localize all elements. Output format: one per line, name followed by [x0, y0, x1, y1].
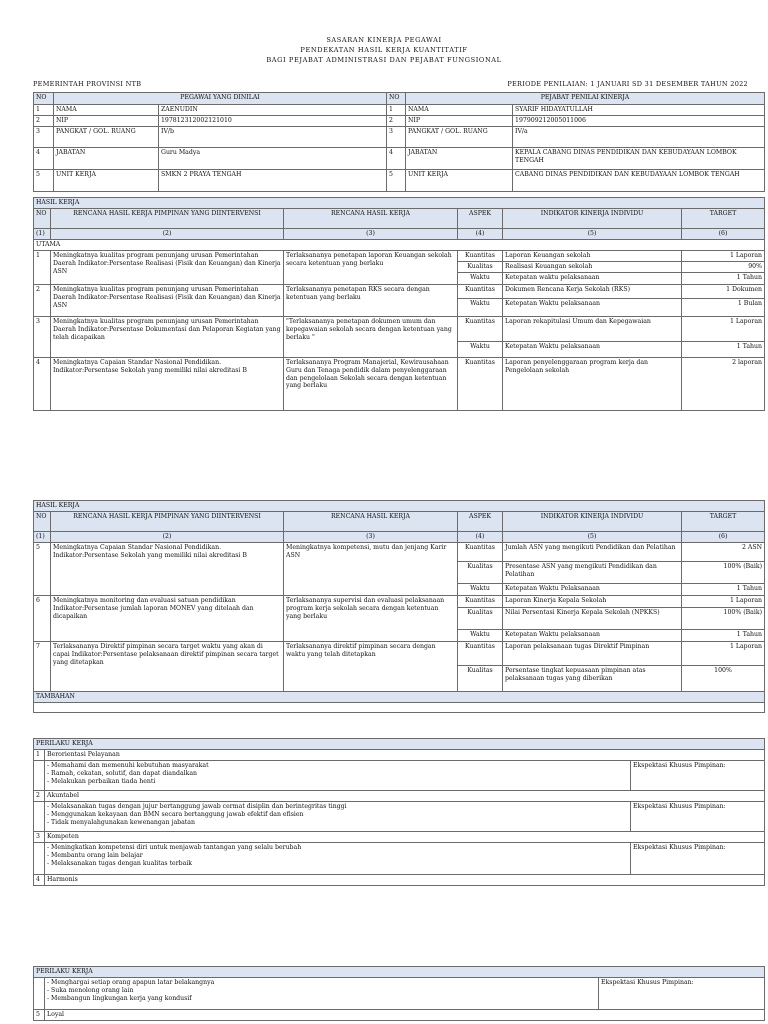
indicator: Persentase tingkat kepuasaan pimpinan atas pelaksanaan tugas yang diberikan: [503, 666, 682, 692]
behavior-items: [45, 978, 599, 1010]
employee-work-unit: SMKN 2 PRAYA TENGAH: [159, 170, 387, 192]
behavior-detail-spacer: [34, 802, 45, 832]
evaluator-header: PEJABAT PENILAI KINERJA: [406, 93, 765, 105]
behavior-group-row: [34, 832, 765, 843]
row-label: PANGKAT / GOL. RUANG: [54, 127, 159, 148]
behavior-item: - Melaksanakan tugas dengan kualitas terbaik: [47, 859, 193, 867]
table-row: [34, 317, 765, 342]
indicator: Laporan pelaksanaan tugas Direktif Pimpinan: [503, 642, 682, 666]
identity-row: [34, 116, 765, 127]
assessment-period: PERIODE PENILAIAN: 1 JANUARI SD 31 DESEMBER TAHUN 2022: [507, 80, 748, 88]
behavior-detail-row: [34, 802, 765, 832]
item-no: 3: [34, 317, 51, 358]
row-label: UNIT KERJA: [54, 170, 159, 192]
behavior-group-row: [34, 750, 765, 761]
leader-plan-text: Meningkatnya kualitas program penunjang urusan Pemerintahan Daerah Indikator:Persentase Dokumentasi dan Pelaporan Kegiatan yang telah dicapaikan: [51, 317, 284, 358]
spacer-row: [34, 703, 765, 713]
leader-plan-text: Meningkatnya kualitas program penunjang urusan Pemerintahan Daerah Indikator:Persentase Realisasi (Fisik dan Keuangan) dan Kinerja ASN: [51, 285, 284, 317]
behavior-item: - Tidak menyalahgunakan kewenangan jabatan: [47, 818, 195, 826]
behavior-items: [45, 843, 631, 875]
work-plan-text: Terlaksananya supervisi dan evaluasi pelaksanaan program kerja sekolah secara dengan ketentuan yang berlaku: [284, 596, 458, 642]
work-plan-text: Terlaksananya penetapan RKS secara dengan ketentuan yang berlaku: [284, 285, 458, 317]
employee-nip: 197812312002121010: [159, 116, 387, 127]
leader-plan-text: Meningkatnya Capaian Standar Nasional Pendidikan. Indikator:Persentase Sekolah yang memiliki nilai akreditasi B: [51, 543, 284, 596]
column-number-row: [34, 229, 765, 240]
col-work-plan: RENCANA HASIL KERJA: [284, 512, 458, 532]
aspect: Waktu: [458, 584, 503, 596]
evaluator-work-unit: CABANG DINAS PENDIDIKAN DAN KEBUDAYAAN LOMBOK TENGAH: [513, 170, 765, 192]
item-no: 7: [34, 642, 51, 692]
target: 1 Laporan: [682, 317, 765, 342]
col-number: (1): [34, 229, 51, 240]
evaluator-rank: IV/a: [513, 127, 765, 148]
behavior-no: 3: [34, 832, 45, 843]
row-label: JABATAN: [406, 148, 513, 170]
evaluated-employee-header: PEGAWAI YANG DINILAI: [54, 93, 387, 105]
behavior-group-row: [34, 791, 765, 802]
behavior-no: 4: [34, 875, 45, 886]
target: 100% (Baik): [682, 562, 765, 584]
title-line-1: SASARAN KINERJA PEGAWAI: [326, 36, 442, 44]
identity-table: [33, 92, 765, 192]
target: 1 Laporan: [682, 596, 765, 608]
target: 1 Tahun: [682, 630, 765, 642]
title-line-3: BAGI PEJABAT ADMINISTRASI DAN PEJABAT FUNGSIONAL: [266, 56, 502, 65]
target: 1 Laporan: [682, 642, 765, 666]
identity-row: [34, 105, 765, 116]
identity-row: [34, 148, 765, 170]
indicator: Jumlah ASN yang mengikuti Pendidikan dan Pelatihan: [503, 543, 682, 562]
aspect: Kuantitas: [458, 543, 503, 562]
aspect: Kualitas: [458, 262, 503, 273]
behavior-name: Akuntabel: [45, 791, 765, 802]
col-number: (3): [284, 229, 458, 240]
indicator: Ketepatan Waktu pelaksanaan: [503, 630, 682, 642]
behavior-item: - Ramah, cekatan, solutif, dan dapat diandalkan: [47, 769, 198, 777]
behavior-item: - Suka menolong orang lain: [47, 986, 134, 994]
behavior-item: - Membangun lingkungan kerja yang kondusif: [47, 994, 192, 1002]
behavior-items: [45, 761, 631, 791]
work-results-table-page-1: [33, 197, 765, 411]
table-row: [34, 251, 765, 262]
target: 1 Bulan: [682, 299, 765, 317]
col-number: (4): [458, 532, 503, 543]
target: 1 Tahun: [682, 273, 765, 285]
aspect: Kuantitas: [458, 317, 503, 342]
row-no: 3: [387, 127, 406, 148]
leader-expectation: Ekspektasi Khusus Pimpinan:: [631, 761, 765, 791]
col-target: TARGET: [682, 512, 765, 532]
identity-col-no: NO: [34, 93, 54, 105]
aspect: Waktu: [458, 299, 503, 317]
behavior-item: - Menghargai setiap orang apapun latar belakangnya: [47, 979, 215, 986]
aspect: Kuantitas: [458, 251, 503, 262]
item-no: 6: [34, 596, 51, 642]
item-no: 1: [34, 251, 51, 285]
work-behavior-table-page-3: [33, 966, 765, 1021]
table-row: [34, 285, 765, 299]
behavior-no: 2: [34, 791, 45, 802]
indicator: Ketepatan Waktu pelaksanaan: [503, 342, 682, 358]
row-no: 5: [387, 170, 406, 192]
aspect: Kualitas: [458, 666, 503, 692]
leader-plan-text: Meningkatnya kualitas program penunjang urusan Pemerintahan Daerah Indikator:Persentase Realisasi (Fisik dan Keuangan) dan Kinerja ASN: [51, 251, 284, 285]
target: 1 Laporan: [682, 251, 765, 262]
indicator: Ketepatan Waktu Pelaksanaan: [503, 584, 682, 596]
row-no: 2: [387, 116, 406, 127]
employee-name: ZAENUDIN: [159, 105, 387, 116]
indicator: Ketepatan waktu pelaksanaan: [503, 273, 682, 285]
behavior-items: [45, 802, 631, 832]
leader-expectation: Ekspektasi Khusus Pimpinan:: [631, 843, 765, 875]
col-no: NO: [34, 209, 51, 229]
col-aspect: ASPEK: [458, 209, 503, 229]
behavior-detail-spacer: [34, 978, 45, 1010]
identity-row: [34, 127, 765, 148]
aspect: Kuantitas: [458, 285, 503, 299]
leader-plan-text: Terlaksananya Direktif pimpinan secara target waktu yang akan di capai Indikator:Persentase pelaksanaan direktif pimpinan secara target yang ditetapkan: [51, 642, 284, 692]
work-plan-text: Terlaksananya penetapan laporan Keuangan sekolah secara ketentuan yang berlaku: [284, 251, 458, 285]
col-work-plan: RENCANA HASIL KERJA: [284, 209, 458, 229]
identity-col-no-right: NO: [387, 93, 406, 105]
behavior-item: - Melaksanakan tugas dengan jujur bertanggung jawab cermat disiplin dan berintegritas tinggi: [47, 803, 347, 810]
col-leader-plan: RENCANA HASIL KERJA PIMPINAN YANG DIINTERVENSI: [51, 512, 284, 532]
work-results-table-page-2: [33, 500, 765, 713]
behavior-name: Loyal: [45, 1010, 765, 1021]
col-number: (2): [51, 532, 284, 543]
behavior-detail-spacer: [34, 761, 45, 791]
indicator: Ketepatan Waktu pelaksanaan: [503, 299, 682, 317]
col-indicator: INDIKATOR KINERJA INDIVIDU: [503, 209, 682, 229]
indicator: Laporan Kinerja Kepala Sekolah: [503, 596, 682, 608]
col-aspect: ASPEK: [458, 512, 503, 532]
table-row: [34, 596, 765, 608]
work-behavior-section-title: PERILAKU KERJA: [34, 967, 765, 978]
row-label: NIP: [54, 116, 159, 127]
table-row: [34, 642, 765, 666]
row-no: 3: [34, 127, 54, 148]
work-plan-text: Terlaksananya Program Manajerial, Kewirausahaan Guru dan Tenaga pendidik dalam penyelenggaraan dan pengelolaan Sekolah secara dengan ketentuan yang berlaku: [284, 358, 458, 411]
work-plan-text: "Terlaksananya penetapan dokumen umum dan kepegawaian sekolah secara dengan ketentuan yang berlaku ": [284, 317, 458, 358]
col-leader-plan: RENCANA HASIL KERJA PIMPINAN YANG DIINTERVENSI: [51, 209, 284, 229]
behavior-item: - Menggunakan kekayaan dan BMN secara bertanggung jawab efektif dan efisien: [47, 810, 304, 818]
leader-plan-text: Meningkatnya Capaian Standar Nasional Pendidikan. Indikator:Persentase Sekolah yang memiliki nilai akreditasi B: [51, 358, 284, 411]
behavior-item: - Memahami dan memenuhi kebutuhan masyarakat: [47, 762, 209, 769]
target: 100%: [682, 666, 765, 692]
aspect: Waktu: [458, 630, 503, 642]
employee-rank: IV/b: [159, 127, 387, 148]
behavior-detail-row: [34, 761, 765, 791]
target: 100% (Baik): [682, 608, 765, 630]
behavior-name: Kompeten: [45, 832, 765, 843]
col-number: (6): [682, 229, 765, 240]
row-no: 2: [34, 116, 54, 127]
behavior-group-row: [34, 1010, 765, 1021]
row-no: 4: [387, 148, 406, 170]
row-no: 4: [34, 148, 54, 170]
aspect: Kualitas: [458, 562, 503, 584]
target: 1 Dokumen: [682, 285, 765, 299]
work-behavior-section-title: PERILAKU KERJA: [34, 739, 765, 750]
identity-row: [34, 170, 765, 192]
indicator: Laporan penyelenggaraan program kerja dan Pengelolaan sekolah: [503, 358, 682, 411]
row-label: UNIT KERJA: [406, 170, 513, 192]
aspect: Waktu: [458, 342, 503, 358]
behavior-item: - Meningkatkan kompetensi diri untuk menjawab tantangan yang selalu berubah: [47, 844, 302, 851]
row-no: 5: [34, 170, 54, 192]
row-label: JABATAN: [54, 148, 159, 170]
target: 1 Tahun: [682, 342, 765, 358]
work-plan-text: Meningkatnya kompetensi, mutu dan jenjang Karir ASN: [284, 543, 458, 596]
col-number: (3): [284, 532, 458, 543]
column-number-row: [34, 532, 765, 543]
table-row: [34, 543, 765, 562]
row-label: PANGKAT / GOL. RUANG: [406, 127, 513, 148]
aspect: Kualitas: [458, 608, 503, 630]
behavior-name: Harmonis: [45, 875, 765, 886]
employee-position: Guru Madya: [159, 148, 387, 170]
title-line-2: PENDEKATAN HASIL KERJA KUANTITATIF: [300, 46, 468, 55]
leader-expectation: Ekspektasi Khusus Pimpinan:: [599, 978, 765, 1010]
col-number: (5): [503, 532, 682, 543]
indicator: Dokumen Rencana Kerja Sekolah (RKS): [503, 285, 682, 299]
indicator: Realisasi Keuangan sekolah: [503, 262, 682, 273]
organization-name: PEMERINTAH PROVINSI NTB: [33, 80, 142, 88]
work-results-header-row: [34, 209, 765, 229]
aspect: Kuantitas: [458, 642, 503, 666]
additional-section-label: TAMBAHAN: [34, 692, 765, 703]
evaluator-name: SYARIF HIDAYATULLAH: [513, 105, 765, 116]
behavior-item: - Membantu orang lain belajar: [47, 851, 143, 859]
aspect: Waktu: [458, 273, 503, 285]
behavior-detail-row: [34, 843, 765, 875]
item-no: 4: [34, 358, 51, 411]
indicator: Presentase ASN yang mengikuti Pendidikan dan Pelatihan: [503, 562, 682, 584]
evaluator-position: KEPALA CABANG DINAS PENDIDIKAN DAN KEBUDAYAAN LOMBOK TENGAH: [513, 148, 765, 170]
item-no: 2: [34, 285, 51, 317]
evaluator-nip: 197909212005011006: [513, 116, 765, 127]
aspect: Kuantitas: [458, 358, 503, 411]
behavior-group-row: [34, 875, 765, 886]
work-results-section-title: HASIL KERJA: [34, 501, 765, 512]
main-category-label: UTAMA: [34, 240, 765, 251]
work-plan-text: Terlaksananya direktif pimpinan secara dengan waktu yang telah ditetapkan: [284, 642, 458, 692]
behavior-name: Berorientasi Pelayanan: [45, 750, 765, 761]
col-number: (2): [51, 229, 284, 240]
target: 2 ASN: [682, 543, 765, 562]
table-row: [34, 358, 765, 411]
row-no: 1: [387, 105, 406, 116]
target: 90%: [682, 262, 765, 273]
row-no: 1: [34, 105, 54, 116]
work-behavior-table: [33, 738, 765, 886]
col-number: (6): [682, 532, 765, 543]
row-label: NAMA: [54, 105, 159, 116]
identity-header-row: [34, 93, 765, 105]
target: 1 Tahun: [682, 584, 765, 596]
target: 2 laporan: [682, 358, 765, 411]
indicator: Laporan Keuangan sekolah: [503, 251, 682, 262]
row-label: NAMA: [406, 105, 513, 116]
work-results-header-row: [34, 512, 765, 532]
col-target: TARGET: [682, 209, 765, 229]
behavior-detail-spacer: [34, 843, 45, 875]
col-number: (5): [503, 229, 682, 240]
item-no: 5: [34, 543, 51, 596]
aspect: Kuantitas: [458, 596, 503, 608]
document-title: [0, 35, 768, 66]
behavior-no: 5: [34, 1010, 45, 1021]
leader-plan-text: Meningkatnya monitoring dan evaluasi satuan pendidikan Indikator:Persentase jumlah laporan MONEV yang ditelaah dan dicapaikan: [51, 596, 284, 642]
behavior-no: 1: [34, 750, 45, 761]
col-number: (1): [34, 532, 51, 543]
leader-expectation: Ekspektasi Khusus Pimpinan:: [631, 802, 765, 832]
col-no: NO: [34, 512, 51, 532]
work-results-section-title: HASIL KERJA: [34, 198, 765, 209]
col-number: (4): [458, 229, 503, 240]
indicator: Nilai Persentasi Kinerja Kepala Sekolah (NPKKS): [503, 608, 682, 630]
behavior-detail-row: [34, 978, 765, 1010]
indicator: Laporan rekapitulasi Umum dan Kepegawaian: [503, 317, 682, 342]
col-indicator: INDIKATOR KINERJA INDIVIDU: [503, 512, 682, 532]
behavior-item: - Melakukan perbaikan tiada henti: [47, 777, 156, 785]
row-label: NIP: [406, 116, 513, 127]
